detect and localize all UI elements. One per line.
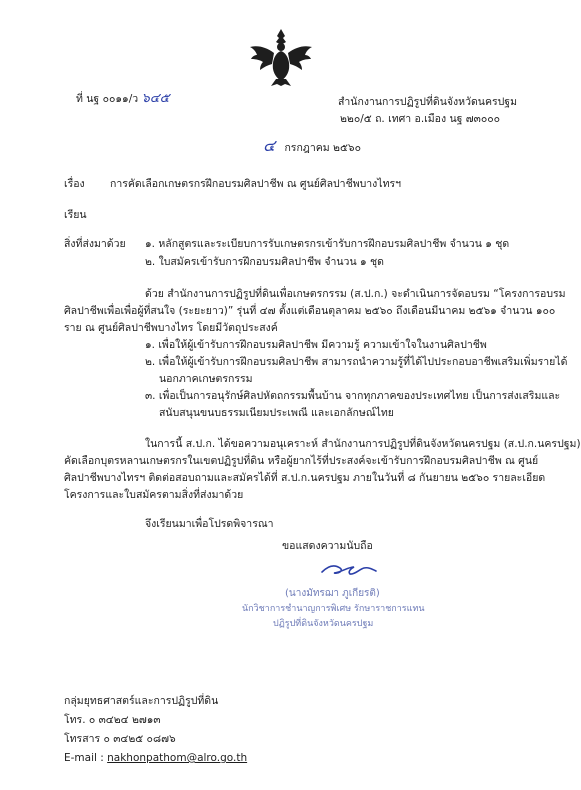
reference-number: ๖๔๕ — [141, 91, 170, 106]
body-paragraph-1-line: ด้วย สำนักงานการปฏิรูปที่ดินเพื่อเกษตรกรรม (ส.ป.ก.) จะดำเนินการจัดอบรม “โครงการอบรม — [145, 288, 566, 300]
letter-date — [263, 136, 361, 155]
email-link[interactable]: nakhonpathom@alro.go.th — [107, 752, 248, 764]
date-month-year: กรกฎาคม ๒๕๖๐ — [284, 142, 361, 154]
reference-line — [76, 92, 169, 106]
signer-name: (นางมัทรฌา ภูเกียรติ) — [285, 588, 380, 599]
closing-request: จึงเรียนมาเพื่อโปรดพิจารณา — [145, 518, 274, 530]
phone: โทร. ๐ ๓๔๒๔ ๒๗๑๓ — [64, 714, 161, 726]
enclosure-item: ๒. ใบสมัครเข้ารับการฝึกอบรมศิลปาชีพ จำนวน ๑ ชุด — [145, 256, 384, 268]
sender-address: ๒๒๐/๕ ถ. เทศา อ.เมือง นฐ ๗๓๐๐๐ — [340, 113, 501, 125]
signer-position: นักวิชาการชำนาญการพิเศษ รักษาราชการแทน — [242, 604, 425, 614]
objective-item: ๓. เพื่อเป็นการอนุรักษ์ศิลปหัตถกรรมพื้นบ้าน จากทุกภาคของประเทศไทย เป็นการส่งเสริมและ — [145, 390, 561, 402]
enclosure-label: สิ่งที่ส่งมาด้วย — [64, 238, 126, 250]
body-paragraph-2-line: ศิลปาชีพบางไทรฯ ติดต่อสอบถามและสมัครได้ที่ ส.ป.ก.นครปฐม ภายในวันที่ ๘ กันยายน ๒๕๖๐ รายละเอียด — [64, 472, 546, 484]
closing: ขอแสดงความนับถือ — [282, 540, 373, 552]
fax: โทรสาร ๐ ๓๔๒๕ ๐๘๗๖ — [64, 733, 176, 745]
salutation: เรียน — [64, 209, 87, 221]
objective-item-continuation: สนับสนุนขนบธรรมเนียมประเพณี และเอกลักษณ์ไทย — [159, 407, 394, 419]
objective-item: ๑. เพื่อให้ผู้เข้ารับการฝึกอบรมศิลปาชีพ มีความรู้ ความเข้าใจในงานศิลปาชีพ — [145, 339, 487, 351]
email-line — [64, 752, 247, 765]
email-label: E-mail : — [64, 752, 108, 764]
body-paragraph-2-line: คัดเลือกบุตรหลานเกษตรกรในเขตปฏิรูปที่ดิน หรือผู้ยากไร้ที่ประสงค์จะเข้ารับการฝึกอบรมศิลปาชีพ ณ ศูนย์ — [64, 455, 539, 467]
enclosure-item: ๑. หลักสูตรและระเบียบการรับเกษตรกรเข้ารับการฝึกอบรมศิลปาชีพ จำนวน ๑ ชุด — [145, 238, 510, 250]
subject-text: การคัดเลือกเกษตรกรฝึกอบรมศิลปาชีพ ณ ศูนย์ศิลปาชีพบางไทรฯ — [110, 178, 402, 190]
garuda-emblem-icon — [246, 25, 316, 87]
body-paragraph-2-line: ในการนี้ ส.ป.ก. ได้ขอความอนุเคราะห์ สำนักงานการปฏิรูปที่ดินจังหวัดนครปฐม (ส.ป.ก.นครปฐม) — [145, 438, 581, 450]
date-day: ๔ — [263, 136, 276, 155]
sender-office: สำนักงานการปฏิรูปที่ดินจังหวัดนครปฐม — [338, 96, 518, 108]
objective-item: ๒. เพื่อให้ผู้เข้ารับการฝึกอบรมศิลปาชีพ สามารถนำความรู้ที่ได้ไปประกอบอาชีพเสริมเพิ่มรายได้ — [145, 356, 568, 368]
signer-office: ปฏิรูปที่ดินจังหวัดนครปฐม — [273, 619, 374, 629]
body-paragraph-1-line: ราย ณ ศูนย์ศิลปาชีพบางไทร โดยมีวัตถุประสงค์ — [64, 322, 278, 334]
objective-item-continuation: นอกภาคเกษตรกรรม — [159, 373, 253, 385]
department: กลุ่มยุทธศาสตร์และการปฏิรูปที่ดิน — [64, 695, 219, 707]
body-paragraph-2-line: โครงการและใบสมัครตามสิ่งที่ส่งมาด้วย — [64, 489, 244, 501]
signature-icon — [318, 558, 382, 580]
body-paragraph-1-line: ศิลปาชีพเพื่อเพื่อผู้ที่สนใจ (ระยะยาว)” รุ่นที่ ๔๗ ตั้งแต่เดือนตุลาคม ๒๕๖๐ ถึงเดือนมีนาคม ๒๕๖๑ จำนวน ๑๐๐ — [64, 305, 556, 317]
subject-label: เรื่อง — [64, 178, 85, 190]
reference-label: ที่ นฐ ๐๐๑๑/ว — [76, 93, 139, 105]
